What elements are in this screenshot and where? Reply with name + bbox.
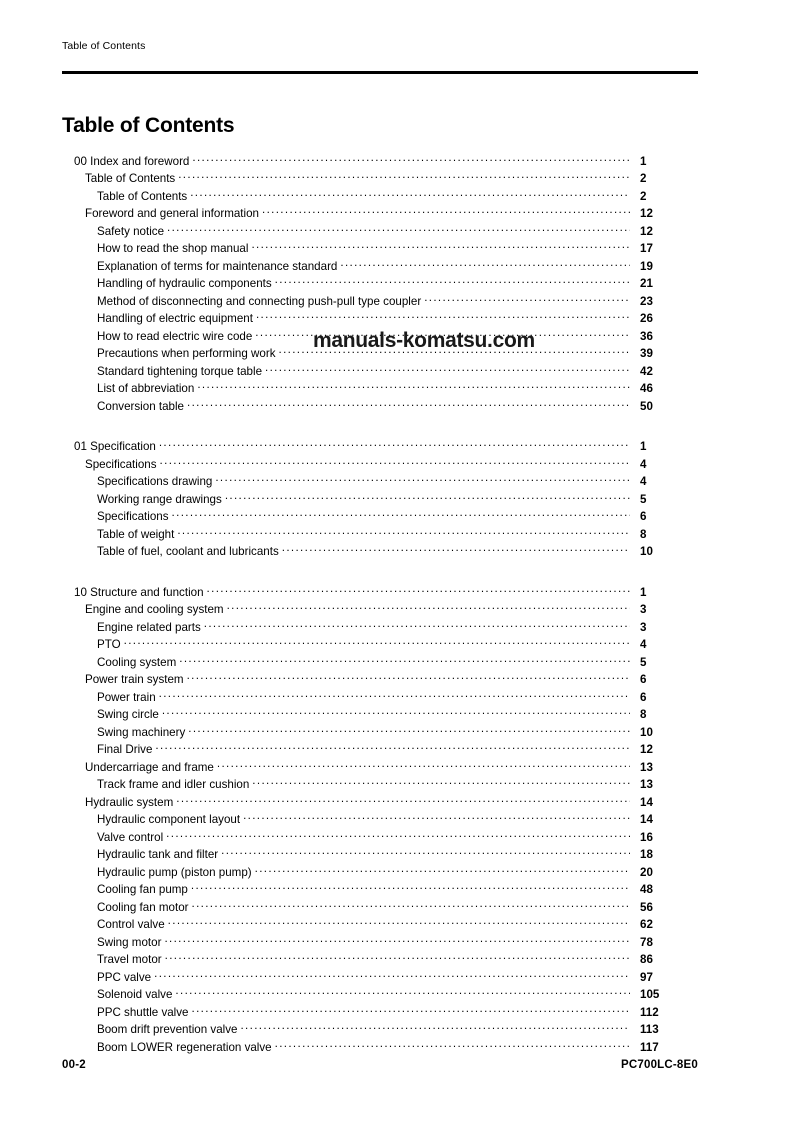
toc-entry-label: Method of disconnecting and connecting push-pull type coupler <box>97 294 422 308</box>
toc-entry[interactable] <box>62 474 698 492</box>
toc-entry[interactable] <box>62 934 698 952</box>
toc-leader-dots <box>256 311 630 323</box>
toc-entry-label: Engine related parts <box>97 620 201 634</box>
toc-entry[interactable] <box>62 258 698 276</box>
toc-entry-label: Foreword and general information <box>85 207 260 221</box>
toc-leader-dots <box>243 812 630 824</box>
toc-entry[interactable] <box>62 899 698 917</box>
toc-entry[interactable] <box>62 346 698 364</box>
running-header: Table of Contents <box>62 40 146 52</box>
toc-leader-dots <box>188 724 630 736</box>
toc-entry-label: Cooling fan pump <box>97 883 188 897</box>
toc-leader-dots <box>255 864 630 876</box>
toc-entry-page-number: 6 <box>640 673 647 687</box>
toc-entry-page-number: 5 <box>640 492 647 506</box>
toc-entry-label: Travel motor <box>97 953 162 967</box>
toc-entry-page-number: 4 <box>640 457 647 471</box>
toc-entry[interactable] <box>62 689 698 707</box>
toc-entry-page-number: 39 <box>640 347 653 361</box>
toc-entry-page-number: 112 <box>640 1005 659 1019</box>
toc-entry-page-number: 20 <box>640 865 653 879</box>
toc-leader-dots <box>159 439 630 451</box>
toc-entry-label: Swing motor <box>97 935 162 949</box>
toc-entry-label: Handling of electric equipment <box>97 312 253 326</box>
toc-leader-dots <box>197 381 630 393</box>
toc-entry-page-number: 18 <box>640 848 653 862</box>
toc-entry-page-number: 12 <box>640 224 653 238</box>
toc-entry[interactable] <box>62 206 698 224</box>
toc-leader-dots <box>166 829 630 841</box>
toc-leader-dots <box>217 759 630 771</box>
toc-leader-dots <box>179 654 630 666</box>
toc-entry[interactable] <box>62 917 698 935</box>
toc-leader-dots <box>252 777 630 789</box>
toc-entry[interactable] <box>62 171 698 189</box>
toc-entry-page-number: 19 <box>640 259 653 273</box>
toc-leader-dots <box>424 293 630 305</box>
toc-entry-page-number: 46 <box>640 382 653 396</box>
toc-leader-dots <box>282 544 630 556</box>
toc-entry-page-number: 1 <box>640 585 647 599</box>
toc-entry-page-number: 97 <box>640 970 653 984</box>
toc-entry-page-number: 21 <box>640 277 653 291</box>
toc-entry-page-number: 23 <box>640 294 653 308</box>
toc-entry-label: PTO <box>97 638 121 652</box>
toc-entry-page-number: 10 <box>640 545 653 559</box>
toc-entry[interactable] <box>62 241 698 259</box>
toc-leader-dots <box>167 223 630 235</box>
toc-leader-dots <box>190 188 630 200</box>
toc-entry-page-number: 117 <box>640 1040 659 1054</box>
footer-page-number: 00-2 <box>62 1059 86 1071</box>
toc-entry-page-number: 14 <box>640 795 653 809</box>
toc-entry-page-number: 10 <box>640 725 653 739</box>
toc-leader-dots <box>255 328 630 340</box>
toc-entry[interactable] <box>62 456 698 474</box>
watermark-text: manuals-komatsu.com <box>313 329 535 352</box>
toc-entry-label: Engine and cooling system <box>85 603 224 617</box>
toc-entry-page-number: 4 <box>640 475 647 489</box>
toc-leader-dots <box>192 1004 630 1016</box>
toc-entry[interactable] <box>62 952 698 970</box>
toc-entry-label: Track frame and idler cushion <box>97 778 250 792</box>
toc-entry[interactable] <box>62 1004 698 1022</box>
toc-entry-label: Specifications <box>85 457 157 471</box>
toc-entry-page-number: 36 <box>640 329 653 343</box>
toc-leader-dots <box>340 258 630 270</box>
toc-leader-dots <box>192 153 630 165</box>
toc-entry-label: Undercarriage and frame <box>85 760 214 774</box>
toc-entry-label: Table of Contents <box>85 172 176 186</box>
toc-leader-dots <box>279 346 631 358</box>
toc-entry[interactable] <box>62 584 698 602</box>
toc-entry[interactable] <box>62 509 698 527</box>
toc-entry[interactable] <box>62 398 698 416</box>
toc-leader-dots <box>176 794 630 806</box>
toc-entry-label: Control valve <box>97 918 165 932</box>
toc-entry-label: Handling of hydraulic components <box>97 277 272 291</box>
toc-entry-page-number: 16 <box>640 830 653 844</box>
toc-leader-dots <box>168 917 630 929</box>
toc-entry[interactable] <box>62 759 698 777</box>
toc-leader-dots <box>221 847 630 859</box>
toc-entry[interactable] <box>62 724 698 742</box>
toc-leader-dots <box>154 969 630 981</box>
toc-entry[interactable] <box>62 847 698 865</box>
toc-entry-page-number: 113 <box>640 1023 659 1037</box>
page-title: Table of Contents <box>62 114 235 138</box>
toc-entry-page-number: 4 <box>640 638 647 652</box>
toc-entry[interactable] <box>62 654 698 672</box>
toc-entry-label: Valve control <box>97 830 164 844</box>
toc-entry-page-number: 48 <box>640 883 653 897</box>
toc-leader-dots <box>191 882 630 894</box>
toc-leader-dots <box>240 1022 630 1034</box>
toc-leader-dots <box>192 899 630 911</box>
footer-model-number: PC700LC-8E0 <box>621 1059 698 1071</box>
toc-entry-label: Table of Contents <box>97 189 188 203</box>
toc-entry[interactable] <box>62 882 698 900</box>
toc-entry-label: 00 Index and foreword <box>74 154 190 168</box>
toc-leader-dots <box>187 398 630 410</box>
toc-entry[interactable] <box>62 619 698 637</box>
toc-leader-dots <box>204 619 630 631</box>
header-rule <box>62 71 698 74</box>
toc-entry-page-number: 8 <box>640 527 647 541</box>
toc-group-section-00 <box>62 153 698 416</box>
toc-entry-page-number: 13 <box>640 760 653 774</box>
toc-entry[interactable] <box>62 544 698 562</box>
toc-entry-label: Table of fuel, coolant and lubricants <box>97 545 279 559</box>
toc-entry[interactable] <box>62 602 698 620</box>
toc-entry[interactable] <box>62 363 698 381</box>
toc-group-section-10 <box>62 584 698 1057</box>
toc-entry-page-number: 8 <box>640 708 647 722</box>
toc-leader-dots <box>215 474 630 486</box>
toc-leader-dots <box>162 707 630 719</box>
toc-entry-page-number: 50 <box>640 399 653 413</box>
toc-entry-page-number: 12 <box>640 743 653 757</box>
toc-entry-label: Swing machinery <box>97 725 186 739</box>
toc-entry-label: 10 Structure and function <box>74 585 204 599</box>
toc-entry-label: Final Drive <box>97 743 153 757</box>
toc-entry[interactable] <box>62 526 698 544</box>
toc-entry[interactable] <box>62 794 698 812</box>
toc-entry-label: Standard tightening torque table <box>97 364 263 378</box>
toc-leader-dots <box>251 241 630 253</box>
toc-entry-label: PPC shuttle valve <box>97 1005 189 1019</box>
toc-leader-dots <box>275 276 630 288</box>
toc-entry[interactable] <box>62 188 698 206</box>
table-of-contents <box>62 153 698 1057</box>
toc-entry[interactable] <box>62 812 698 830</box>
toc-entry-label: Hydraulic tank and filter <box>97 848 219 862</box>
toc-entry[interactable] <box>62 707 698 725</box>
toc-entry-label: 01 Specification <box>74 440 156 454</box>
toc-leader-dots <box>207 584 630 596</box>
toc-entry-page-number: 3 <box>640 620 647 634</box>
toc-entry-label: How to read electric wire code <box>97 329 253 343</box>
toc-leader-dots <box>172 509 630 521</box>
toc-entry-label: Power train <box>97 690 156 704</box>
toc-group-section-01 <box>62 439 698 562</box>
toc-entry[interactable] <box>62 1022 698 1040</box>
toc-entry-label: How to read the shop manual <box>97 242 249 256</box>
toc-entry[interactable] <box>62 311 698 329</box>
toc-entry[interactable] <box>62 293 698 311</box>
toc-leader-dots <box>177 526 630 538</box>
toc-entry-page-number: 3 <box>640 603 647 617</box>
toc-entry[interactable] <box>62 864 698 882</box>
toc-entry-page-number: 2 <box>640 189 647 203</box>
toc-entry-page-number: 42 <box>640 364 653 378</box>
toc-leader-dots <box>164 934 630 946</box>
toc-entry-page-number: 14 <box>640 813 653 827</box>
toc-entry-page-number: 6 <box>640 510 647 524</box>
toc-entry-page-number: 62 <box>640 918 653 932</box>
toc-entry[interactable] <box>62 153 698 171</box>
toc-entry-label: Power train system <box>85 673 184 687</box>
toc-entry-page-number: 56 <box>640 900 653 914</box>
toc-entry[interactable] <box>62 637 698 655</box>
toc-entry-label: Specifications drawing <box>97 475 213 489</box>
toc-entry-label: Hydraulic system <box>85 795 174 809</box>
toc-entry-page-number: 1 <box>640 440 647 454</box>
toc-entry[interactable] <box>62 1039 698 1057</box>
toc-entry-label: Cooling system <box>97 655 177 669</box>
toc-entry[interactable] <box>62 742 698 760</box>
toc-entry-page-number: 1 <box>640 154 647 168</box>
toc-entry-label: Specifications <box>97 510 169 524</box>
toc-entry[interactable] <box>62 672 698 690</box>
toc-entry-label: PPC valve <box>97 970 152 984</box>
toc-entry[interactable] <box>62 969 698 987</box>
toc-leader-dots <box>265 363 630 375</box>
toc-entry-page-number: 6 <box>640 690 647 704</box>
toc-leader-dots <box>175 987 630 999</box>
toc-entry[interactable] <box>62 328 698 346</box>
toc-leader-dots <box>225 491 630 503</box>
toc-entry[interactable] <box>62 491 698 509</box>
toc-entry-label: Explanation of terms for maintenance standard <box>97 259 338 273</box>
toc-entry-page-number: 26 <box>640 312 653 326</box>
toc-entry-label: List of abbreviation <box>97 382 195 396</box>
toc-entry[interactable] <box>62 276 698 294</box>
toc-entry[interactable] <box>62 381 698 399</box>
toc-entry-label: Boom drift prevention valve <box>97 1023 238 1037</box>
toc-entry-label: Solenoid valve <box>97 988 173 1002</box>
toc-entry-page-number: 78 <box>640 935 653 949</box>
toc-leader-dots <box>275 1039 630 1051</box>
toc-leader-dots <box>165 952 630 964</box>
toc-entry-label: Safety notice <box>97 224 165 238</box>
toc-leader-dots <box>187 672 630 684</box>
toc-leader-dots <box>262 206 630 218</box>
toc-entry-label: Cooling fan motor <box>97 900 189 914</box>
toc-entry-label: Boom LOWER regeneration valve <box>97 1040 272 1054</box>
toc-entry-label: Swing circle <box>97 708 159 722</box>
toc-leader-dots <box>227 602 630 614</box>
toc-entry-page-number: 12 <box>640 207 653 221</box>
toc-entry-page-number: 86 <box>640 953 653 967</box>
toc-entry[interactable] <box>62 829 698 847</box>
toc-entry[interactable] <box>62 987 698 1005</box>
toc-entry-label: Hydraulic component layout <box>97 813 241 827</box>
toc-entry[interactable] <box>62 439 698 457</box>
toc-leader-dots <box>159 689 630 701</box>
toc-entry-page-number: 17 <box>640 242 653 256</box>
toc-entry-page-number: 13 <box>640 778 653 792</box>
toc-entry-label: Precautions when performing work <box>97 347 276 361</box>
toc-entry-page-number: 5 <box>640 655 647 669</box>
toc-entry-label: Table of weight <box>97 527 175 541</box>
toc-entry-page-number: 2 <box>640 172 647 186</box>
toc-entry[interactable] <box>62 777 698 795</box>
toc-entry[interactable] <box>62 223 698 241</box>
toc-leader-dots <box>124 637 630 649</box>
toc-leader-dots <box>160 456 630 468</box>
toc-leader-dots <box>155 742 630 754</box>
toc-entry-label: Working range drawings <box>97 492 222 506</box>
toc-entry-page-number: 105 <box>640 988 660 1002</box>
toc-leader-dots <box>178 171 630 183</box>
toc-entry-label: Conversion table <box>97 399 185 413</box>
toc-entry-label: Hydraulic pump (piston pump) <box>97 865 252 879</box>
